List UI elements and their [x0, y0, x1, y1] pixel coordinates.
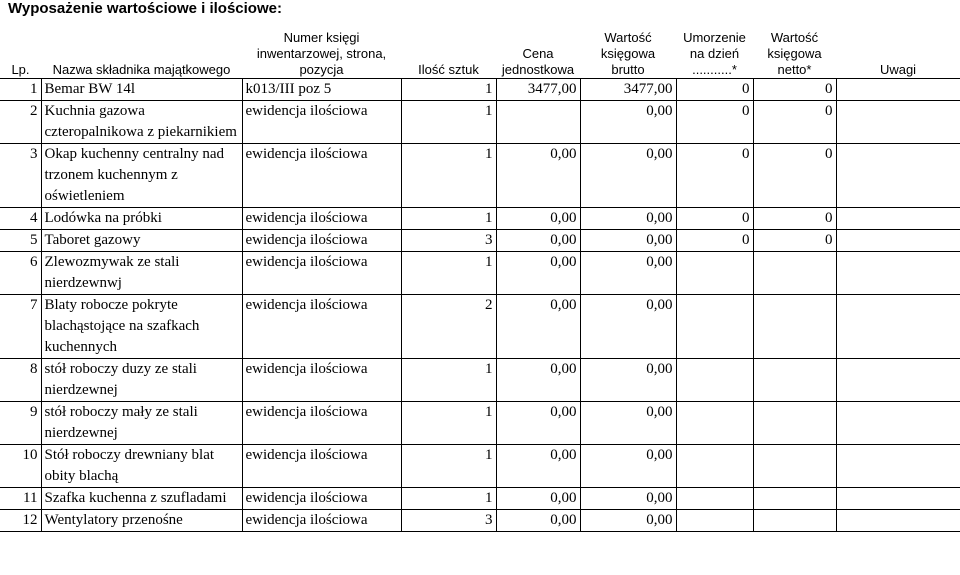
- cell-name: Wentylatory przenośne: [41, 509, 242, 531]
- cell-inventory: ewidencja ilościowa: [242, 251, 401, 294]
- cell-gross-value: 0,00: [580, 401, 676, 444]
- table-row: [0, 251, 960, 294]
- cell-net-value: [753, 444, 836, 487]
- cell-depreciation: 0: [676, 78, 753, 100]
- header-gross-value: Wartość księgowa brutto: [580, 18, 676, 78]
- cell-gross-value: 0,00: [580, 207, 676, 229]
- cell-quantity: 1: [401, 78, 496, 100]
- cell-unit-price: 0,00: [496, 509, 580, 531]
- cell-depreciation: [676, 444, 753, 487]
- cell-notes: [836, 100, 960, 143]
- cell-quantity: 3: [401, 509, 496, 531]
- table-row: [0, 401, 960, 444]
- cell-notes: [836, 509, 960, 531]
- cell-notes: [836, 487, 960, 509]
- table-row: [0, 294, 960, 358]
- cell-name: Lodówka na próbki: [41, 207, 242, 229]
- header-name: Nazwa składnika majątkowego: [41, 18, 242, 78]
- cell-net-value: [753, 294, 836, 358]
- cell-net-value: [753, 487, 836, 509]
- cell-unit-price: 3477,00: [496, 78, 580, 100]
- equipment-table: [0, 18, 960, 532]
- cell-quantity: 1: [401, 401, 496, 444]
- cell-inventory: ewidencja ilościowa: [242, 487, 401, 509]
- cell-net-value: 0: [753, 207, 836, 229]
- cell-name: Szafka kuchenna z szufladami: [41, 487, 242, 509]
- cell-notes: [836, 401, 960, 444]
- cell-gross-value: 0,00: [580, 251, 676, 294]
- cell-quantity: 1: [401, 487, 496, 509]
- cell-inventory: ewidencja ilościowa: [242, 444, 401, 487]
- cell-inventory: ewidencja ilościowa: [242, 207, 401, 229]
- table-row: [0, 509, 960, 531]
- cell-name: Zlewozmywak ze stali nierdzewnwj: [41, 251, 242, 294]
- header-row: [0, 18, 960, 78]
- cell-quantity: 1: [401, 100, 496, 143]
- cell-gross-value: 0,00: [580, 487, 676, 509]
- cell-name: Stół roboczy drewniany blat obity blachą: [41, 444, 242, 487]
- cell-net-value: 0: [753, 78, 836, 100]
- cell-depreciation: 0: [676, 229, 753, 251]
- cell-depreciation: [676, 358, 753, 401]
- header-depreciation: Umorzenie na dzień ...........*: [676, 18, 753, 78]
- cell-unit-price: 0,00: [496, 229, 580, 251]
- cell-gross-value: 3477,00: [580, 78, 676, 100]
- cell-unit-price: 0,00: [496, 487, 580, 509]
- cell-unit-price: 0,00: [496, 207, 580, 229]
- cell-lp: 4: [0, 207, 41, 229]
- section-title: Wyposażenie wartościowe i ilościowe:: [8, 0, 282, 17]
- cell-gross-value: 0,00: [580, 444, 676, 487]
- cell-notes: [836, 229, 960, 251]
- cell-name: Okap kuchenny centralny nad trzonem kuchennym z oświetleniem: [41, 143, 242, 207]
- cell-name: Bemar BW 14l: [41, 78, 242, 100]
- cell-quantity: 1: [401, 207, 496, 229]
- cell-name: Kuchnia gazowa czteropalnikowa z piekarnikiem: [41, 100, 242, 143]
- cell-notes: [836, 444, 960, 487]
- cell-quantity: 3: [401, 229, 496, 251]
- cell-notes: [836, 251, 960, 294]
- cell-inventory: ewidencja ilościowa: [242, 229, 401, 251]
- cell-depreciation: 0: [676, 100, 753, 143]
- cell-inventory: ewidencja ilościowa: [242, 143, 401, 207]
- cell-net-value: [753, 509, 836, 531]
- cell-name: stół roboczy duzy ze stali nierdzewnej: [41, 358, 242, 401]
- cell-inventory: ewidencja ilościowa: [242, 100, 401, 143]
- cell-notes: [836, 358, 960, 401]
- cell-lp: 5: [0, 229, 41, 251]
- cell-inventory: ewidencja ilościowa: [242, 509, 401, 531]
- cell-gross-value: 0,00: [580, 294, 676, 358]
- table-row: [0, 143, 960, 207]
- cell-notes: [836, 207, 960, 229]
- cell-unit-price: 0,00: [496, 251, 580, 294]
- cell-name: stół roboczy mały ze stali nierdzewnej: [41, 401, 242, 444]
- cell-quantity: 1: [401, 143, 496, 207]
- table-row: [0, 229, 960, 251]
- cell-net-value: 0: [753, 143, 836, 207]
- cell-lp: 6: [0, 251, 41, 294]
- cell-lp: 10: [0, 444, 41, 487]
- cell-gross-value: 0,00: [580, 143, 676, 207]
- cell-depreciation: 0: [676, 207, 753, 229]
- cell-lp: 7: [0, 294, 41, 358]
- cell-lp: 2: [0, 100, 41, 143]
- cell-lp: 3: [0, 143, 41, 207]
- header-notes: Uwagi: [836, 18, 960, 78]
- cell-net-value: [753, 401, 836, 444]
- header-net-value: Wartość księgowa netto*: [753, 18, 836, 78]
- cell-lp: 8: [0, 358, 41, 401]
- cell-quantity: 1: [401, 358, 496, 401]
- cell-inventory: ewidencja ilościowa: [242, 401, 401, 444]
- cell-quantity: 1: [401, 251, 496, 294]
- cell-lp: 11: [0, 487, 41, 509]
- cell-gross-value: 0,00: [580, 358, 676, 401]
- cell-depreciation: [676, 487, 753, 509]
- cell-depreciation: [676, 509, 753, 531]
- cell-depreciation: 0: [676, 143, 753, 207]
- table-row: [0, 78, 960, 100]
- cell-unit-price: 0,00: [496, 401, 580, 444]
- cell-unit-price: 0,00: [496, 444, 580, 487]
- cell-notes: [836, 294, 960, 358]
- cell-lp: 9: [0, 401, 41, 444]
- header-lp: Lp.: [0, 18, 41, 78]
- cell-name: Taboret gazowy: [41, 229, 242, 251]
- header-quantity: Ilość sztuk: [401, 18, 496, 78]
- header-inventory: Numer księgi inwentarzowej, strona, pozycja: [242, 18, 401, 78]
- cell-inventory: ewidencja ilościowa: [242, 358, 401, 401]
- cell-net-value: 0: [753, 100, 836, 143]
- cell-depreciation: [676, 251, 753, 294]
- cell-gross-value: 0,00: [580, 509, 676, 531]
- cell-lp: 1: [0, 78, 41, 100]
- table-row: [0, 100, 960, 143]
- table-row: [0, 487, 960, 509]
- table-row: [0, 358, 960, 401]
- table-row: [0, 444, 960, 487]
- cell-net-value: 0: [753, 229, 836, 251]
- cell-unit-price: 0,00: [496, 294, 580, 358]
- cell-notes: [836, 78, 960, 100]
- header-unit-price: Cena jednostkowa: [496, 18, 580, 78]
- cell-gross-value: 0,00: [580, 100, 676, 143]
- table-row: [0, 207, 960, 229]
- cell-inventory: ewidencja ilościowa: [242, 294, 401, 358]
- cell-net-value: [753, 358, 836, 401]
- cell-lp: 12: [0, 509, 41, 531]
- cell-name: Blaty robocze pokryte blachąstojące na szafkach kuchennych: [41, 294, 242, 358]
- cell-unit-price: 0,00: [496, 358, 580, 401]
- cell-unit-price: [496, 100, 580, 143]
- cell-depreciation: [676, 401, 753, 444]
- cell-quantity: 1: [401, 444, 496, 487]
- cell-unit-price: 0,00: [496, 143, 580, 207]
- cell-gross-value: 0,00: [580, 229, 676, 251]
- cell-quantity: 2: [401, 294, 496, 358]
- cell-inventory: k013/III poz 5: [242, 78, 401, 100]
- cell-net-value: [753, 251, 836, 294]
- cell-depreciation: [676, 294, 753, 358]
- cell-notes: [836, 143, 960, 207]
